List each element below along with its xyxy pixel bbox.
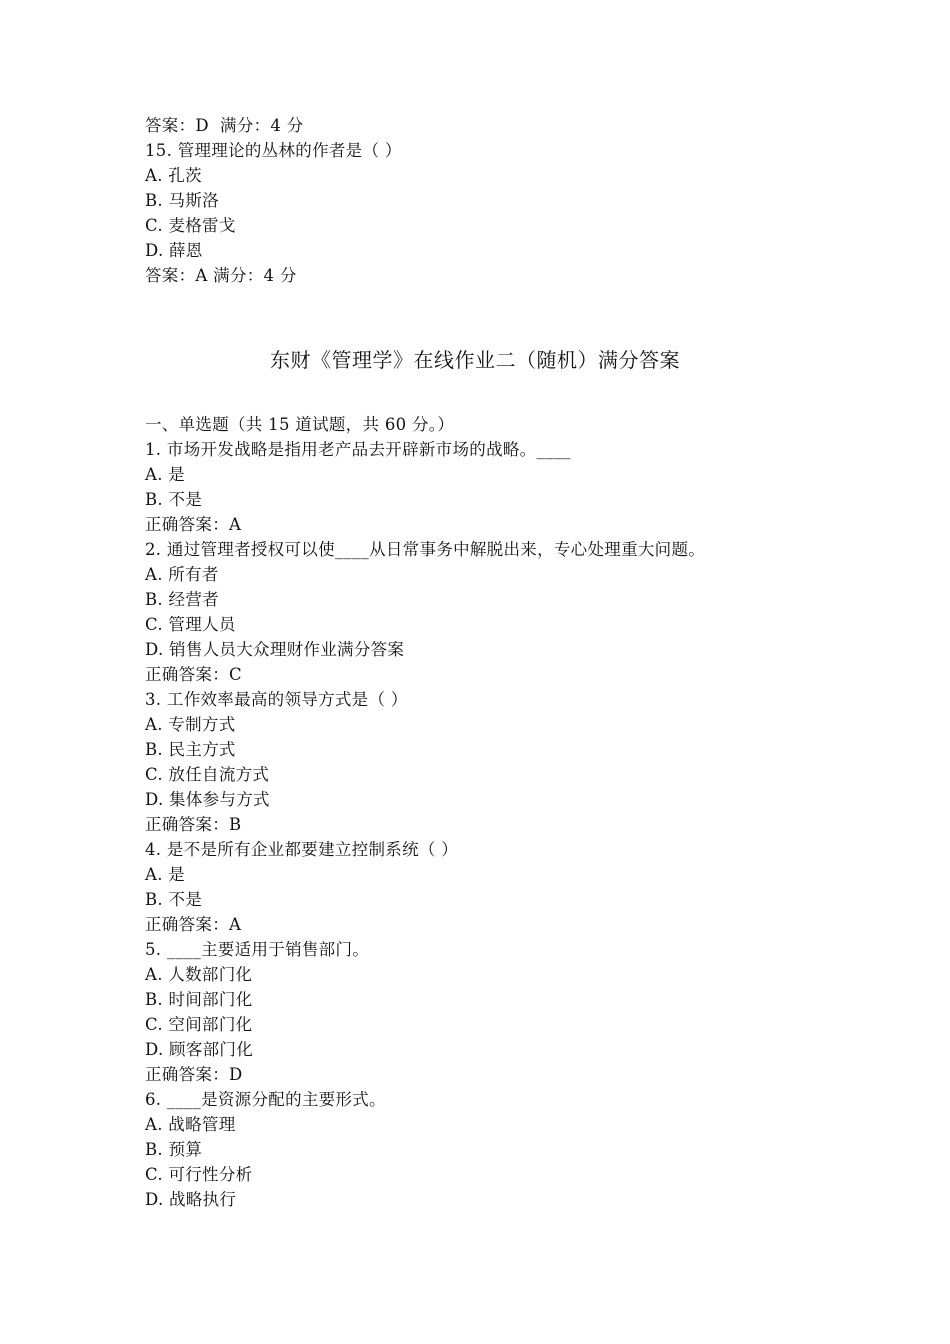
q2-option-b: B. 经营者 [145, 590, 219, 609]
question-3: 3. 工作效率最高的领导方式是（ ） [145, 690, 408, 709]
q5-option-b: B. 时间部门化 [145, 990, 253, 1009]
q5-option-c: C. 空间部门化 [145, 1015, 253, 1034]
q1-option-b: B. 不是 [145, 490, 203, 509]
question-15: 15. 管理理论的丛林的作者是（ ） [145, 141, 402, 160]
q1-option-a: A. 是 [145, 465, 186, 484]
q2-option-c: C. 管理人员 [145, 615, 236, 634]
q2-option-d: D. 销售人员大众理财作业满分答案 [145, 640, 405, 659]
section-heading: 一、单选题（共 15 道试题，共 60 分。） [145, 415, 455, 434]
question-1: 1. 市场开发战略是指用老产品去开辟新市场的战略。____ [145, 440, 571, 459]
q6-option-a: A. 战略管理 [145, 1115, 236, 1134]
previous-answer: 答案：D 满分：4 分 [145, 116, 304, 135]
q6-option-d: D. 战略执行 [145, 1190, 237, 1209]
q2-answer: 正确答案：C [145, 665, 242, 684]
question-6: 6. ____是资源分配的主要形式。 [145, 1090, 386, 1109]
q3-option-d: D. 集体参与方式 [145, 790, 270, 809]
q4-answer: 正确答案：A [145, 915, 242, 934]
q3-option-c: C. 放任自流方式 [145, 765, 270, 784]
q15-option-c: C. 麦格雷戈 [145, 216, 236, 235]
q15-option-a: A. 孔茨 [145, 166, 202, 185]
question-2: 2. 通过管理者授权可以使____从日常事务中解脱出来，专心处理重大问题。 [145, 540, 706, 559]
q15-option-b: B. 马斯洛 [145, 191, 219, 210]
q6-option-c: C. 可行性分析 [145, 1165, 253, 1184]
q6-option-b: B. 预算 [145, 1140, 203, 1159]
q5-option-a: A. 人数部门化 [145, 965, 253, 984]
q5-option-d: D. 顾客部门化 [145, 1040, 254, 1059]
q4-option-b: B. 不是 [145, 890, 203, 909]
q15-option-d: D. 薛恩 [145, 241, 203, 260]
q3-option-a: A. 专制方式 [145, 715, 236, 734]
q1-answer: 正确答案：A [145, 515, 242, 534]
document-title: 东财《管理学》在线作业二（随机）满分答案 [270, 348, 680, 372]
question-5: 5. ____主要适用于销售部门。 [145, 940, 370, 959]
q3-option-b: B. 民主方式 [145, 740, 236, 759]
q2-option-a: A. 所有者 [145, 565, 219, 584]
q15-answer: 答案：A 满分：4 分 [145, 266, 297, 285]
q3-answer: 正确答案：B [145, 815, 242, 834]
q4-option-a: A. 是 [145, 865, 186, 884]
q5-answer: 正确答案：D [145, 1065, 243, 1084]
question-4: 4. 是不是所有企业都要建立控制系统（ ） [145, 840, 459, 859]
